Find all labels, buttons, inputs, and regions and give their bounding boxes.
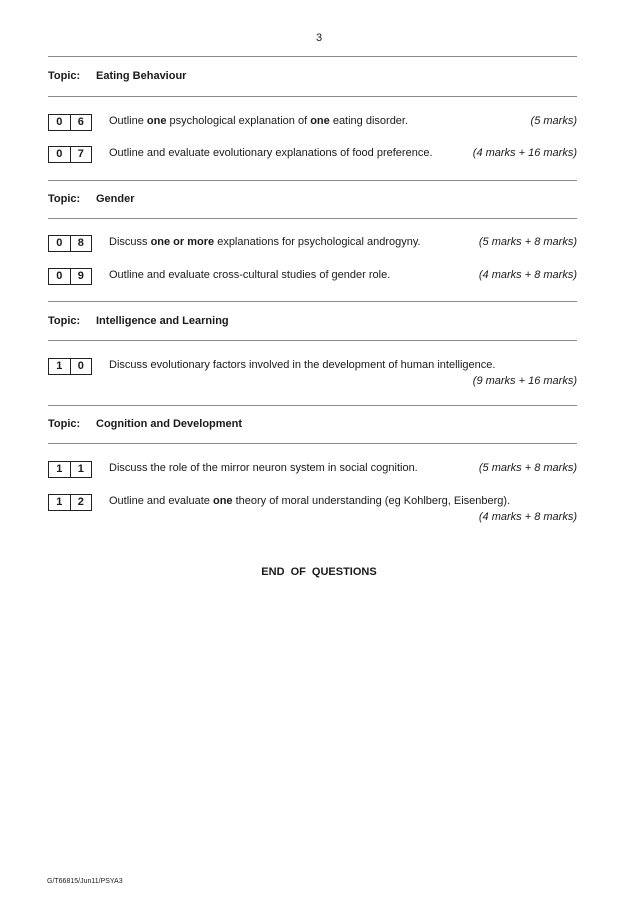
question-number-box (48, 358, 92, 375)
question-number-box (48, 461, 92, 478)
topic-label: Topic: (48, 418, 81, 430)
question-number-box (48, 235, 92, 252)
question-number-box (48, 146, 92, 163)
divider (48, 340, 577, 341)
end-of-questions: END OF QUESTIONS (261, 566, 377, 578)
question-digit: 7 (70, 147, 92, 162)
question-digit: 9 (70, 269, 92, 284)
divider (48, 218, 577, 219)
question-digit: 1 (56, 496, 63, 508)
question-number-box (48, 268, 92, 285)
question-digit: 1 (56, 463, 63, 475)
divider (48, 180, 577, 181)
divider (48, 96, 577, 97)
topic-name: Eating Behaviour (96, 70, 187, 82)
footer-code: G/T66815/Jun11/PSYA3 (47, 878, 123, 885)
divider (48, 405, 577, 406)
divider (48, 301, 577, 302)
question-number-box (48, 114, 92, 131)
question-marks: (5 marks + 8 marks) (478, 462, 577, 474)
question-digit: 0 (56, 116, 63, 128)
question-marks: (4 marks + 8 marks) (478, 511, 577, 523)
topic-label: Topic: (48, 315, 81, 327)
question-text: Outline and evaluate cross-cultural studies of gender role. (109, 269, 391, 281)
question-text: Discuss evolutionary factors involved in the development of human intelligence. (109, 359, 496, 371)
question-text: Discuss one or more explanations for psychological androgyny. (109, 236, 421, 248)
divider (48, 56, 577, 57)
question-digit: 0 (56, 148, 63, 160)
question-digit: 2 (70, 495, 92, 510)
topic-name: Intelligence and Learning (96, 315, 229, 327)
topic-label: Topic: (48, 193, 81, 205)
question-text: Outline and evaluate one theory of moral understanding (eg Kohlberg, Eisenberg). (109, 495, 511, 507)
question-text: Outline and evaluate evolutionary explanations of food preference. (109, 147, 433, 159)
topic-heading (48, 193, 135, 205)
topic-heading (48, 418, 242, 430)
question-digit: 1 (70, 462, 92, 477)
question-number-box (48, 494, 92, 511)
question-marks: (4 marks + 16 marks) (472, 147, 577, 159)
topic-label: Topic: (48, 70, 81, 82)
topic-name: Gender (96, 193, 135, 205)
question-digit: 1 (56, 360, 63, 372)
topic-heading (48, 70, 186, 82)
question-marks: (4 marks + 8 marks) (478, 269, 577, 281)
question-digit: 0 (70, 359, 92, 374)
question-text: Discuss the role of the mirror neuron system in social cognition. (109, 462, 418, 474)
question-digit: 0 (56, 237, 63, 249)
page-number: 3 (315, 32, 323, 44)
topic-name: Cognition and Development (96, 418, 243, 430)
question-text: Outline one psychological explanation of one eating disorder. (109, 115, 409, 127)
question-marks: (5 marks + 8 marks) (478, 236, 577, 248)
question-digit: 8 (70, 236, 92, 251)
question-digit: 6 (70, 115, 92, 130)
question-digit: 0 (56, 270, 63, 282)
question-marks: (5 marks) (530, 115, 577, 127)
topic-heading (48, 315, 229, 327)
question-marks: (9 marks + 16 marks) (472, 375, 577, 387)
divider (48, 443, 577, 444)
